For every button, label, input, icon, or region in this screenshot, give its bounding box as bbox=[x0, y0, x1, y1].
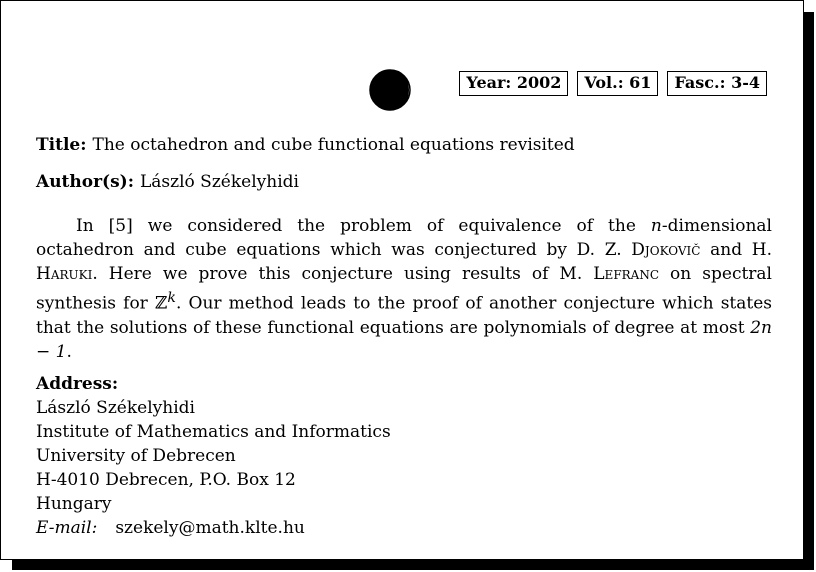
email-line bbox=[36, 516, 391, 540]
author-line bbox=[36, 171, 299, 193]
abstract-text: on spectral synthesis for bbox=[36, 264, 772, 314]
math-n: n bbox=[650, 216, 662, 236]
address-line: H-4010 Debrecen, P.O. Box 12 bbox=[36, 470, 296, 490]
name-haruki: Haruki bbox=[36, 264, 93, 284]
address-line: László Székelyhidi bbox=[36, 398, 195, 418]
page-shadow-bottom bbox=[12, 560, 814, 570]
paper-title: The octahedron and cube functional equations revisited bbox=[92, 135, 575, 155]
name-djokovic: Djokovič bbox=[631, 240, 701, 260]
abstract-text: and H. bbox=[700, 240, 772, 260]
email-address[interactable]: szekely@math.klte.hu bbox=[115, 518, 305, 538]
volume-badge: Vol.: 61 bbox=[577, 71, 658, 96]
fascicle-badge: Fasc.: 3-4 bbox=[667, 71, 767, 96]
math-degree: 2n − 1 bbox=[36, 317, 772, 362]
abstract-text: In [5] we considered the problem of equivalence of the bbox=[76, 216, 651, 236]
title-line bbox=[36, 134, 575, 156]
page-shadow-right bbox=[804, 12, 814, 570]
address-line: University of Debrecen bbox=[36, 446, 236, 466]
address-line: Institute of Mathematics and Informatics bbox=[36, 422, 391, 442]
name-lefranc: Lefranc bbox=[593, 264, 660, 284]
title-label: Title: bbox=[36, 135, 87, 155]
abstract-text: . bbox=[66, 341, 72, 362]
math-z: ℤ bbox=[154, 293, 168, 314]
abstract-text: -dimensional octahedron and cube equations which was conjectured by D. Z. bbox=[36, 216, 772, 260]
address-block bbox=[36, 372, 391, 540]
address-line: Hungary bbox=[36, 494, 112, 514]
journal-moon-logo-icon bbox=[368, 68, 412, 112]
abstract bbox=[36, 214, 772, 364]
year-badge: Year: 2002 bbox=[459, 71, 568, 96]
abstract-paragraph bbox=[36, 214, 772, 364]
abstract-text: . Here we prove this conjecture using results of M. bbox=[92, 264, 594, 284]
email-label: E-mail: bbox=[36, 518, 98, 538]
math-k: k bbox=[167, 290, 176, 306]
author-name: László Székelyhidi bbox=[140, 172, 299, 192]
issue-badges bbox=[459, 71, 767, 96]
author-label: Author(s): bbox=[36, 172, 134, 192]
address-heading: Address: bbox=[36, 374, 119, 394]
abstract-text: . Our method leads to the proof of another conjecture which states that the solutions of these functional equations are polynomials of degree at most bbox=[36, 293, 773, 338]
